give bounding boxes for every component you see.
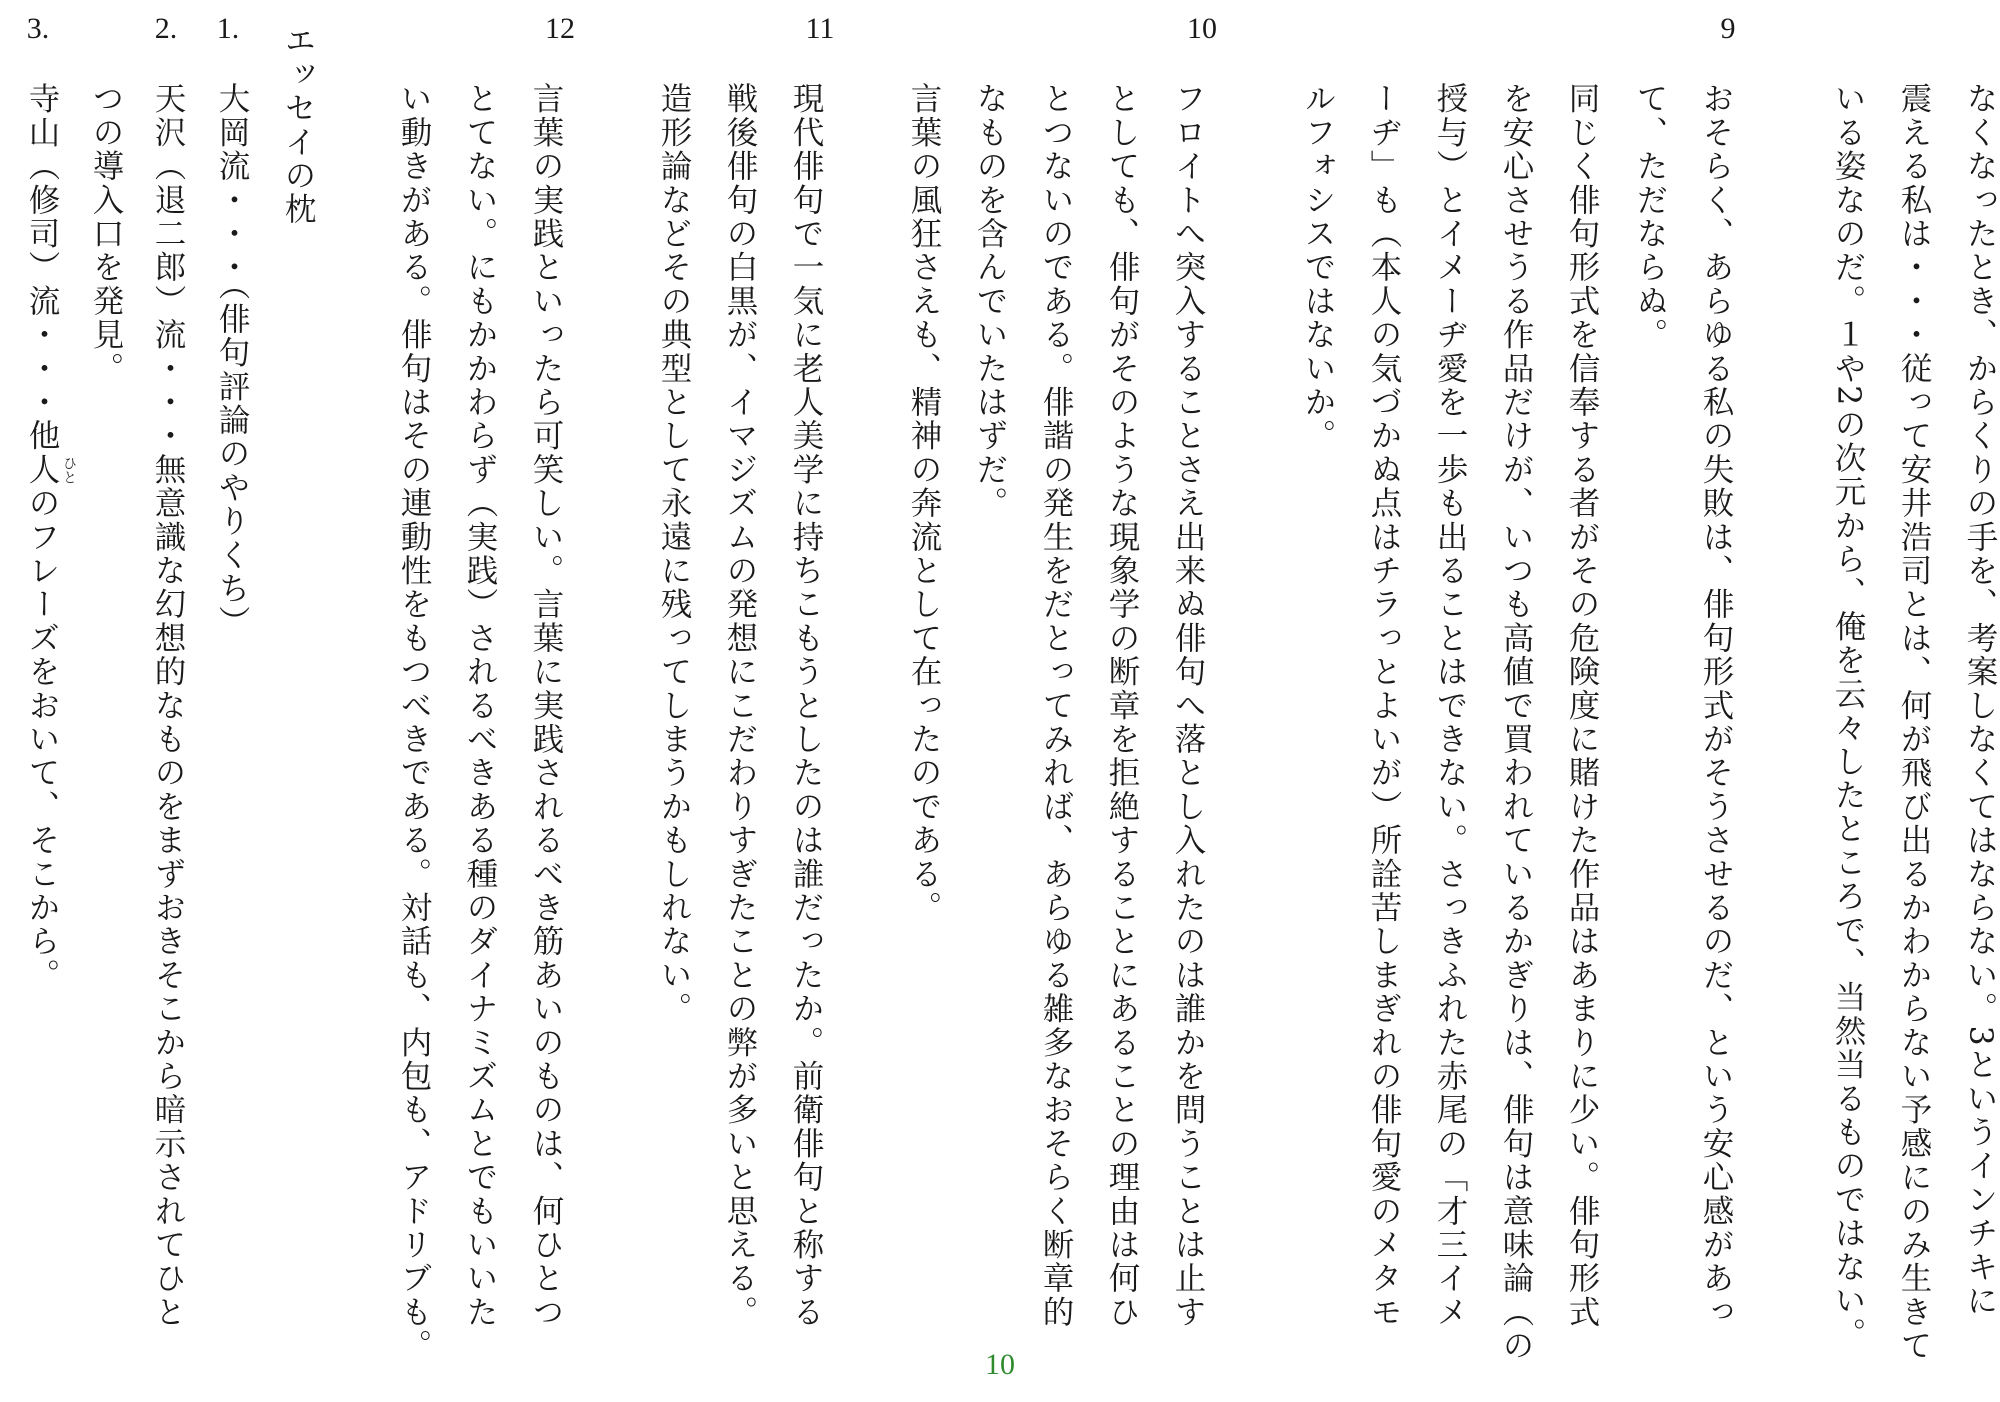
text-column: なくなったとき、からくりの手を、考案しなくてはならない。3というインチキに — [1962, 82, 1998, 1318]
ruby-word — [24, 452, 77, 487]
ruby-base: 人 — [24, 452, 60, 487]
text-column: なものを含んでいたはずだ。 — [972, 82, 1008, 521]
text-column: とてない。にもかかわらず（実践）されるべきある種のダイナミズムとでもいいた — [462, 82, 498, 1329]
essay-heading: エッセイの枕 — [280, 24, 316, 227]
ruby-reading: ひと — [61, 455, 77, 484]
section-number-10: 10 — [1187, 12, 1217, 45]
text-column: 戦後俳句の白黒が、イマジズムの発想にこだわりすぎたことの弊が多いと思える。 — [722, 82, 758, 1329]
text-column: いる姿なのだ。１や2の次元から、俺を云々したところで、当然当るものではない。 — [1830, 82, 1866, 1352]
text-column: とつないのである。俳諧の発生をだとってみれば、あらゆる雑多なおそらく断章的 — [1038, 82, 1074, 1329]
list-item-1: 大岡流・・・（俳句評論のやりくち） — [214, 82, 250, 640]
text-column: 言葉の実践といったら可笑しい。言葉に実践されるべき筋あいのものは、何ひとつ — [528, 82, 564, 1329]
list-item-2: 天沢（退二郎）流・・・無意識な幻想的なものをまずおきそこから暗示されてひと — [150, 82, 186, 1329]
list-item-3-pre: 寺山（修司）流・・・他 — [24, 82, 60, 453]
list-item-3-post: のフレーズをおいて、そこから。 — [24, 486, 60, 992]
section-number-9: 9 — [1720, 12, 1736, 45]
text-column: としても、俳句がそのような現象学の断章を拒絶することにあることの理由は何ひ — [1104, 82, 1140, 1329]
text-column: い動きがある。俳句はその連動性をもつべきである。対話も、内包も、アドリブも。 — [396, 82, 432, 1363]
text-column: ルフォシスではないか。 — [1300, 82, 1336, 453]
list-number-3: 3. — [26, 12, 50, 45]
list-item-2-continuation: つの導入口を発見。 — [88, 82, 124, 386]
text-column: 言葉の風狂さえも、精神の奔流として在ったのである。 — [906, 82, 942, 925]
text-column: ーヂ」も（本人の気づかぬ点はチラっとよいが）所詮苦しまぎれの俳句愛のメタモ — [1366, 82, 1402, 1329]
text-column: て、ただならぬ。 — [1632, 82, 1668, 352]
text-column: 同じく俳句形式を信奉する者がその危険度に賭けた作品はあまりに少い。俳句形式 — [1564, 82, 1600, 1329]
text-column: 震える私は・・・従って安井浩司とは、何が飛び出るかわからない予感にのみ生きて — [1896, 82, 1932, 1363]
text-column: 造形論などその典型として永遠に残ってしまうかもしれない。 — [656, 82, 692, 1026]
text-column: 授与）とイメーヂ愛を一歩も出ることはできない。さっきふれた赤尾の「才三イメ — [1432, 82, 1468, 1329]
text-column: を安心させうる作品だけが、いつも高値で買われているかぎりは、俳句は意味論（の — [1498, 82, 1534, 1363]
page-number: 10 — [985, 1348, 1015, 1381]
section-number-12: 12 — [545, 12, 575, 45]
text-column: 現代俳句で一気に老人美学に持ちこもうとしたのは誰だったか。前衛俳句と称する — [788, 82, 824, 1329]
section-number-11: 11 — [805, 12, 835, 45]
list-number-1: 1. — [216, 12, 240, 45]
list-item-3 — [12, 82, 77, 1382]
list-number-2: 2. — [154, 12, 178, 45]
text-column: フロイトへ突入することさえ出来ぬ俳句へ落とし入れたのは誰かを問うことは止す — [1170, 82, 1206, 1329]
text-column: おそらく、あらゆる私の失敗は、俳句形式がそうさせるのだ、という安心感があっ — [1698, 82, 1734, 1329]
